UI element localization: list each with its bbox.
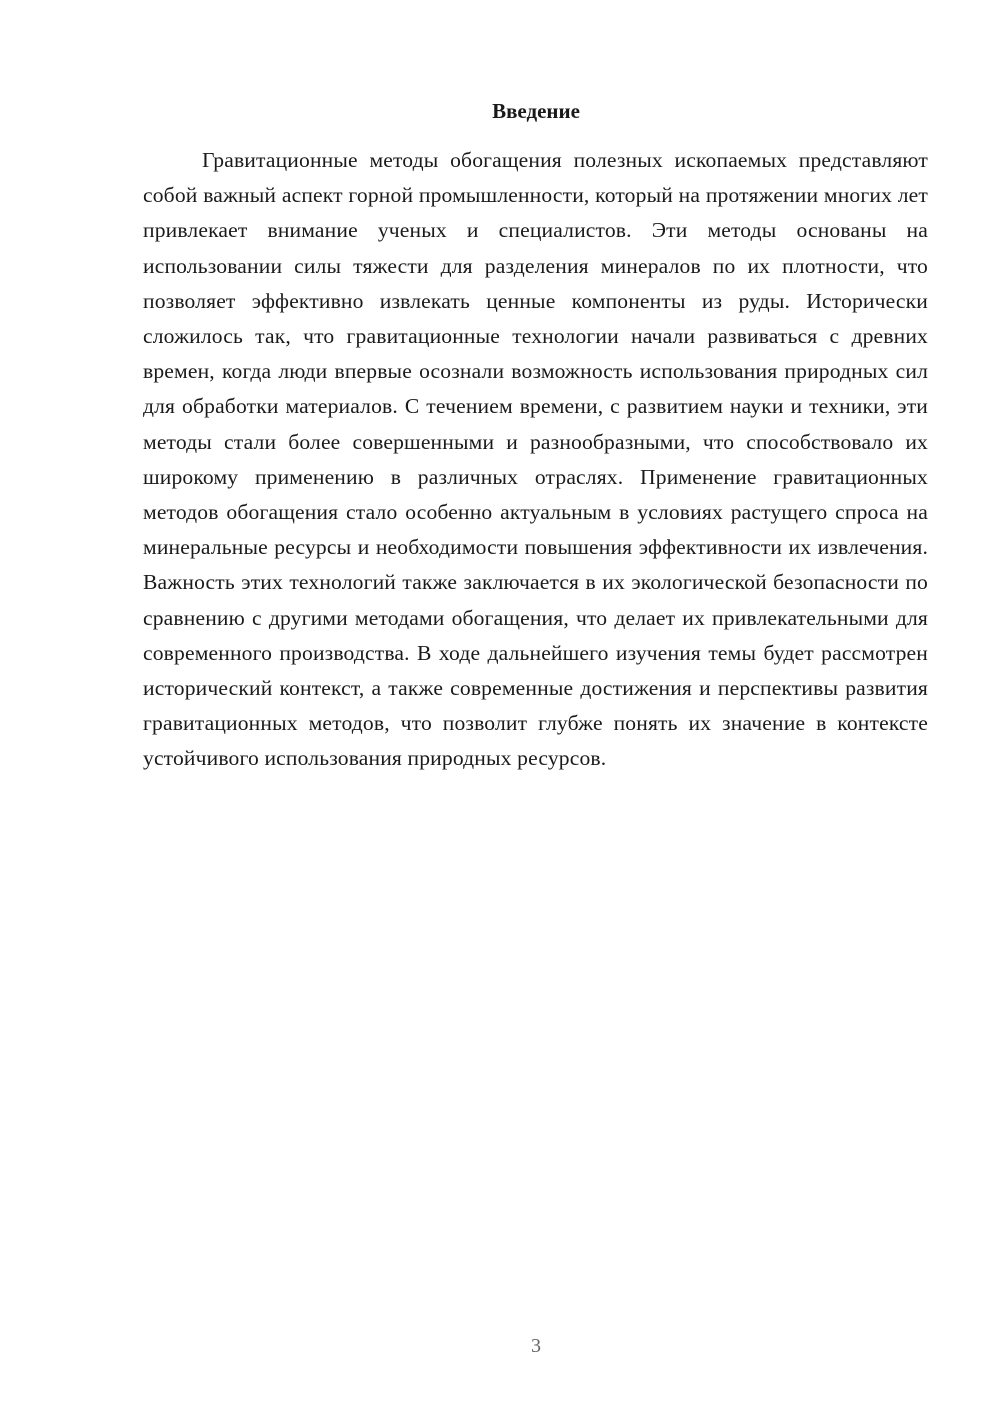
page-number: 3	[531, 1335, 541, 1357]
body-paragraph: Гравитационные методы обогащения полезных ископаемых представляют собой важный аспект горной промышленности, который на протяжении многих лет привлекает внимание ученых и специалистов. Эти методы основаны на использовании силы тяжести для разделения минералов по их плотности, что позволяет эффективно извлекать ценные компоненты из руды. Исторически сложилось так, что гравитационные технологии начали развиваться с древних времен, когда люди впервые осознали возможность использования природных сил для обработки материалов. С течением времени, с развитием науки и техники, эти методы стали более совершенными и разнообразными, что способствовало их широкому применению в различных отраслях. Применение гравитационных методов обогащения стало особенно актуальным в условиях растущего спроса на минеральные ресурсы и необходимости повышения эффективности их извлечения. Важность этих технологий также заключается в их экологической безопасности по сравнению с другими методами обогащения, что делает их привлекательными для современного производства. В ходе дальнейшего изучения темы будет рассмотрен исторический контекст, а также современные достижения и перспективы развития гравитационных методов, что позволит глубже понять их значение в контексте устойчивого использования природных ресурсов.	[143, 148, 928, 771]
section-heading: Введение	[492, 99, 580, 123]
